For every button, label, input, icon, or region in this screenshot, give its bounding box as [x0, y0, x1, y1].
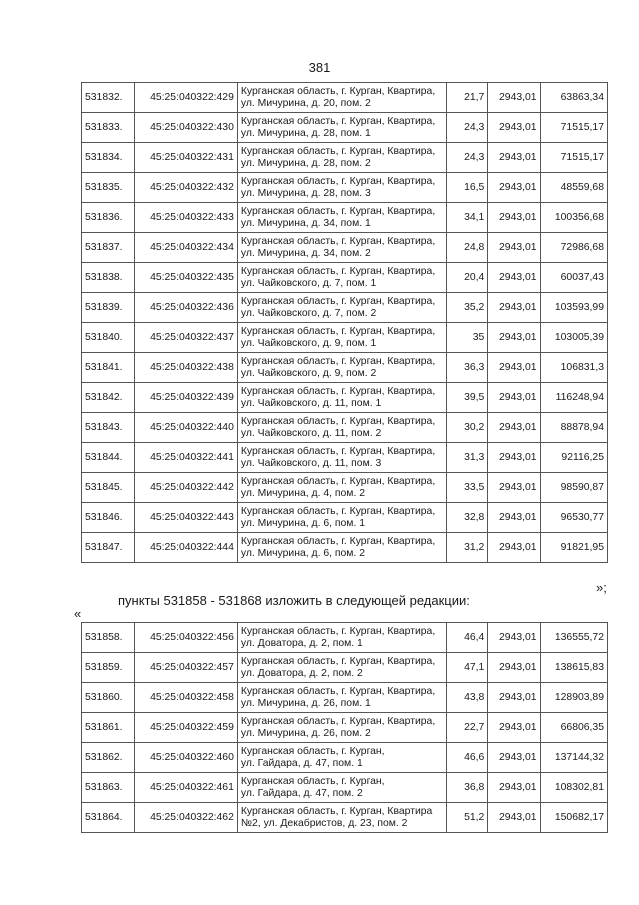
area-cell: 39,5 [447, 383, 488, 413]
opening-quote: « [74, 606, 82, 621]
table-row [82, 293, 608, 323]
table-row [82, 413, 608, 443]
address-line: ул. Чайковского, д. 9, пом. 2 [240, 367, 377, 379]
area-cell: 33,5 [447, 473, 488, 503]
rate-cell: 2943,01 [488, 653, 540, 683]
table-row [82, 83, 608, 113]
address-cell [237, 503, 446, 533]
address-cell [237, 653, 446, 683]
row-number-cell: 531840. [82, 323, 135, 353]
address-line: ул. Мичурина, д. 4, пом. 2 [240, 487, 365, 499]
cadastral-value-cell: 71515,17 [540, 143, 607, 173]
area-cell: 24,3 [447, 143, 488, 173]
table-row [82, 713, 608, 743]
rate-cell: 2943,01 [488, 383, 540, 413]
address-cell [237, 383, 446, 413]
address-line: Курганская область, г. Курган, Квартира, [240, 145, 436, 157]
area-cell: 22,7 [447, 713, 488, 743]
cadastral-number-cell: 45:25:040322:434 [135, 233, 238, 263]
rate-cell: 2943,01 [488, 503, 540, 533]
row-number-cell: 531858. [82, 623, 135, 653]
area-cell: 35,2 [447, 293, 488, 323]
address-line: Курганская область, г. Курган, Квартира, [240, 115, 436, 127]
table-row [82, 143, 608, 173]
table-row [82, 773, 608, 803]
cadastral-value-cell: 103593,99 [540, 293, 607, 323]
address-line: Курганская область, г. Курган, Квартира, [240, 535, 436, 547]
rate-cell: 2943,01 [488, 203, 540, 233]
rate-cell: 2943,01 [488, 623, 540, 653]
address-cell [237, 443, 446, 473]
cadastral-number-cell: 45:25:040322:461 [135, 773, 238, 803]
cadastral-number-cell: 45:25:040322:456 [135, 623, 238, 653]
row-number-cell: 531842. [82, 383, 135, 413]
address-line: Курганская область, г. Курган, [240, 775, 385, 787]
address-line: ул. Мичурина, д. 28, пом. 1 [240, 127, 371, 139]
row-number-cell: 531839. [82, 293, 135, 323]
cadastral-value-cell: 150682,17 [540, 803, 607, 833]
address-line: ул. Чайковского, д. 11, пом. 1 [240, 397, 382, 409]
address-line: Курганская область, г. Курган, Квартира, [240, 625, 436, 637]
address-line: ул. Чайковского, д. 11, пом. 2 [240, 427, 382, 439]
address-line: Курганская область, г. Курган, Квартира, [240, 205, 436, 217]
row-number-cell: 531843. [82, 413, 135, 443]
cadastral-number-cell: 45:25:040322:436 [135, 293, 238, 323]
cadastral-value-cell: 98590,87 [540, 473, 607, 503]
property-table-2 [81, 622, 608, 833]
cadastral-number-cell: 45:25:040322:429 [135, 83, 238, 113]
area-cell: 47,1 [447, 653, 488, 683]
address-cell [237, 83, 446, 113]
table-row [82, 743, 608, 773]
area-cell: 46,4 [447, 623, 488, 653]
address-line: ул. Мичурина, д. 28, пом. 2 [240, 157, 371, 169]
address-line: ул. Мичурина, д. 6, пом. 2 [240, 547, 365, 559]
cadastral-value-cell: 71515,17 [540, 113, 607, 143]
cadastral-value-cell: 60037,43 [540, 263, 607, 293]
table-row [82, 533, 608, 563]
cadastral-value-cell: 136555,72 [540, 623, 607, 653]
property-table-1-body [82, 83, 608, 563]
cadastral-number-cell: 45:25:040322:431 [135, 143, 238, 173]
address-line: ул. Мичурина, д. 34, пом. 1 [240, 217, 371, 229]
area-cell: 20,4 [447, 263, 488, 293]
address-line: ул. Мичурина, д. 26, пом. 2 [240, 727, 371, 739]
area-cell: 34,1 [447, 203, 488, 233]
area-cell: 24,8 [447, 233, 488, 263]
address-line: ул. Доватора, д. 2, пом. 2 [240, 667, 363, 679]
cadastral-value-cell: 63863,34 [540, 83, 607, 113]
address-line: №2, ул. Декабристов, д. 23, пом. 2 [240, 817, 408, 829]
cadastral-number-cell: 45:25:040322:442 [135, 473, 238, 503]
address-cell [237, 143, 446, 173]
closing-quote: »; [596, 580, 607, 595]
address-line: Курганская область, г. Курган, Квартира, [240, 505, 436, 517]
area-cell: 21,7 [447, 83, 488, 113]
rate-cell: 2943,01 [488, 113, 540, 143]
area-cell: 30,2 [447, 413, 488, 443]
area-cell: 51,2 [447, 803, 488, 833]
rate-cell: 2943,01 [488, 323, 540, 353]
address-line: ул. Чайковского, д. 7, пом. 2 [240, 307, 377, 319]
cadastral-value-cell: 88878,94 [540, 413, 607, 443]
row-number-cell: 531863. [82, 773, 135, 803]
address-cell [237, 173, 446, 203]
address-line: ул. Чайковского, д. 7, пом. 1 [240, 277, 377, 289]
row-number-cell: 531835. [82, 173, 135, 203]
cadastral-value-cell: 66806,35 [540, 713, 607, 743]
cadastral-number-cell: 45:25:040322:444 [135, 533, 238, 563]
rate-cell: 2943,01 [488, 803, 540, 833]
cadastral-number-cell: 45:25:040322:462 [135, 803, 238, 833]
table-row [82, 263, 608, 293]
row-number-cell: 531862. [82, 743, 135, 773]
cadastral-number-cell: 45:25:040322:441 [135, 443, 238, 473]
table-row [82, 173, 608, 203]
rate-cell: 2943,01 [488, 173, 540, 203]
cadastral-value-cell: 91821,95 [540, 533, 607, 563]
property-table-2-body [82, 623, 608, 833]
address-cell [237, 263, 446, 293]
cadastral-number-cell: 45:25:040322:437 [135, 323, 238, 353]
cadastral-number-cell: 45:25:040322:440 [135, 413, 238, 443]
address-line: Курганская область, г. Курган, Квартира, [240, 325, 436, 337]
row-number-cell: 531836. [82, 203, 135, 233]
address-cell [237, 623, 446, 653]
area-cell: 36,3 [447, 353, 488, 383]
address-line: ул. Мичурина, д. 28, пом. 3 [240, 187, 371, 199]
rate-cell: 2943,01 [488, 83, 540, 113]
cadastral-value-cell: 108302,81 [540, 773, 607, 803]
address-line: Курганская область, г. Курган, Квартира, [240, 175, 436, 187]
table-row [82, 653, 608, 683]
cadastral-number-cell: 45:25:040322:432 [135, 173, 238, 203]
cadastral-number-cell: 45:25:040322:459 [135, 713, 238, 743]
address-line: ул. Мичурина, д. 6, пом. 1 [240, 517, 365, 529]
table-row [82, 203, 608, 233]
rate-cell: 2943,01 [488, 293, 540, 323]
cadastral-number-cell: 45:25:040322:457 [135, 653, 238, 683]
cadastral-value-cell: 116248,94 [540, 383, 607, 413]
area-cell: 31,3 [447, 443, 488, 473]
cadastral-number-cell: 45:25:040322:439 [135, 383, 238, 413]
table-row [82, 803, 608, 833]
address-line: Курганская область, г. Курган, Квартира, [240, 685, 436, 697]
table-row [82, 683, 608, 713]
rate-cell: 2943,01 [488, 263, 540, 293]
row-number-cell: 531847. [82, 533, 135, 563]
address-line: Курганская область, г. Курган, Квартира, [240, 295, 436, 307]
address-line: Курганская область, г. Курган, Квартира, [240, 655, 436, 667]
address-cell [237, 773, 446, 803]
cadastral-value-cell: 138615,83 [540, 653, 607, 683]
address-line: Курганская область, г. Курган, Квартира, [240, 85, 436, 97]
address-line: Курганская область, г. Курган, Квартира, [240, 235, 436, 247]
row-number-cell: 531832. [82, 83, 135, 113]
address-line: ул. Доватора, д. 2, пом. 1 [240, 637, 363, 649]
row-number-cell: 531844. [82, 443, 135, 473]
cadastral-value-cell: 72986,68 [540, 233, 607, 263]
address-line: ул. Чайковского, д. 11, пом. 3 [240, 457, 382, 469]
address-cell [237, 713, 446, 743]
address-line: Курганская область, г. Курган, Квартира, [240, 265, 436, 277]
address-cell [237, 233, 446, 263]
row-number-cell: 531860. [82, 683, 135, 713]
address-line: ул. Мичурина, д. 34, пом. 2 [240, 247, 371, 259]
cadastral-number-cell: 45:25:040322:435 [135, 263, 238, 293]
address-cell [237, 743, 446, 773]
area-cell: 16,5 [447, 173, 488, 203]
address-line: Курганская область, г. Курган, Квартира, [240, 415, 436, 427]
row-number-cell: 531841. [82, 353, 135, 383]
rate-cell: 2943,01 [488, 413, 540, 443]
row-number-cell: 531837. [82, 233, 135, 263]
table-row [82, 233, 608, 263]
rate-cell: 2943,01 [488, 473, 540, 503]
address-line: Курганская область, г. Курган, Квартира, [240, 355, 436, 367]
table-row [82, 473, 608, 503]
area-cell: 35 [447, 323, 488, 353]
cadastral-value-cell: 128903,89 [540, 683, 607, 713]
area-cell: 32,8 [447, 503, 488, 533]
rate-cell: 2943,01 [488, 143, 540, 173]
address-line: ул. Чайковского, д. 9, пом. 1 [240, 337, 377, 349]
address-cell [237, 323, 446, 353]
table-row [82, 353, 608, 383]
rate-cell: 2943,01 [488, 773, 540, 803]
address-line: Курганская область, г. Курган, Квартира, [240, 445, 436, 457]
cadastral-value-cell: 100356,68 [540, 203, 607, 233]
address-cell [237, 203, 446, 233]
row-number-cell: 531864. [82, 803, 135, 833]
address-cell [237, 353, 446, 383]
property-table-1 [81, 82, 608, 563]
row-number-cell: 531845. [82, 473, 135, 503]
row-number-cell: 531833. [82, 113, 135, 143]
address-line: Курганская область, г. Курган, Квартира, [240, 715, 436, 727]
cadastral-number-cell: 45:25:040322:430 [135, 113, 238, 143]
address-cell [237, 413, 446, 443]
cadastral-number-cell: 45:25:040322:433 [135, 203, 238, 233]
rate-cell: 2943,01 [488, 713, 540, 743]
address-cell [237, 803, 446, 833]
address-line: ул. Гайдара, д. 47, пом. 2 [240, 787, 363, 799]
cadastral-value-cell: 103005,39 [540, 323, 607, 353]
table-row [82, 113, 608, 143]
row-number-cell: 531838. [82, 263, 135, 293]
address-line: Курганская область, г. Курган, [240, 745, 385, 757]
address-cell [237, 293, 446, 323]
table-row [82, 443, 608, 473]
cadastral-value-cell: 96530,77 [540, 503, 607, 533]
table-row [82, 503, 608, 533]
cadastral-number-cell: 45:25:040322:443 [135, 503, 238, 533]
address-cell [237, 533, 446, 563]
cadastral-number-cell: 45:25:040322:458 [135, 683, 238, 713]
address-cell [237, 113, 446, 143]
cadastral-value-cell: 92116,25 [540, 443, 607, 473]
rate-cell: 2943,01 [488, 443, 540, 473]
area-cell: 31,2 [447, 533, 488, 563]
address-line: Курганская область, г. Курган, Квартира, [240, 385, 436, 397]
table-row [82, 623, 608, 653]
cadastral-value-cell: 106831,3 [540, 353, 607, 383]
address-cell [237, 473, 446, 503]
table-row [82, 383, 608, 413]
page-number: 381 [308, 60, 331, 75]
address-cell [237, 683, 446, 713]
address-line: ул. Мичурина, д. 26, пом. 1 [240, 697, 371, 709]
area-cell: 46,6 [447, 743, 488, 773]
address-line: ул. Мичурина, д. 20, пом. 2 [240, 97, 371, 109]
row-number-cell: 531834. [82, 143, 135, 173]
row-number-cell: 531861. [82, 713, 135, 743]
cadastral-value-cell: 137144,32 [540, 743, 607, 773]
cadastral-value-cell: 48559,68 [540, 173, 607, 203]
area-cell: 36,8 [447, 773, 488, 803]
address-line: Курганская область, г. Курган, Квартира, [240, 475, 436, 487]
area-cell: 43,8 [447, 683, 488, 713]
rate-cell: 2943,01 [488, 533, 540, 563]
amendment-instruction: пункты 531858 - 531868 изложить в следующей редакции: [118, 593, 470, 608]
address-line: ул. Гайдара, д. 47, пом. 1 [240, 757, 363, 769]
rate-cell: 2943,01 [488, 683, 540, 713]
cadastral-number-cell: 45:25:040322:460 [135, 743, 238, 773]
area-cell: 24,3 [447, 113, 488, 143]
rate-cell: 2943,01 [488, 743, 540, 773]
rate-cell: 2943,01 [488, 353, 540, 383]
table-row [82, 323, 608, 353]
row-number-cell: 531859. [82, 653, 135, 683]
rate-cell: 2943,01 [488, 233, 540, 263]
row-number-cell: 531846. [82, 503, 135, 533]
address-line: Курганская область, г. Курган, Квартира [240, 805, 433, 817]
cadastral-number-cell: 45:25:040322:438 [135, 353, 238, 383]
